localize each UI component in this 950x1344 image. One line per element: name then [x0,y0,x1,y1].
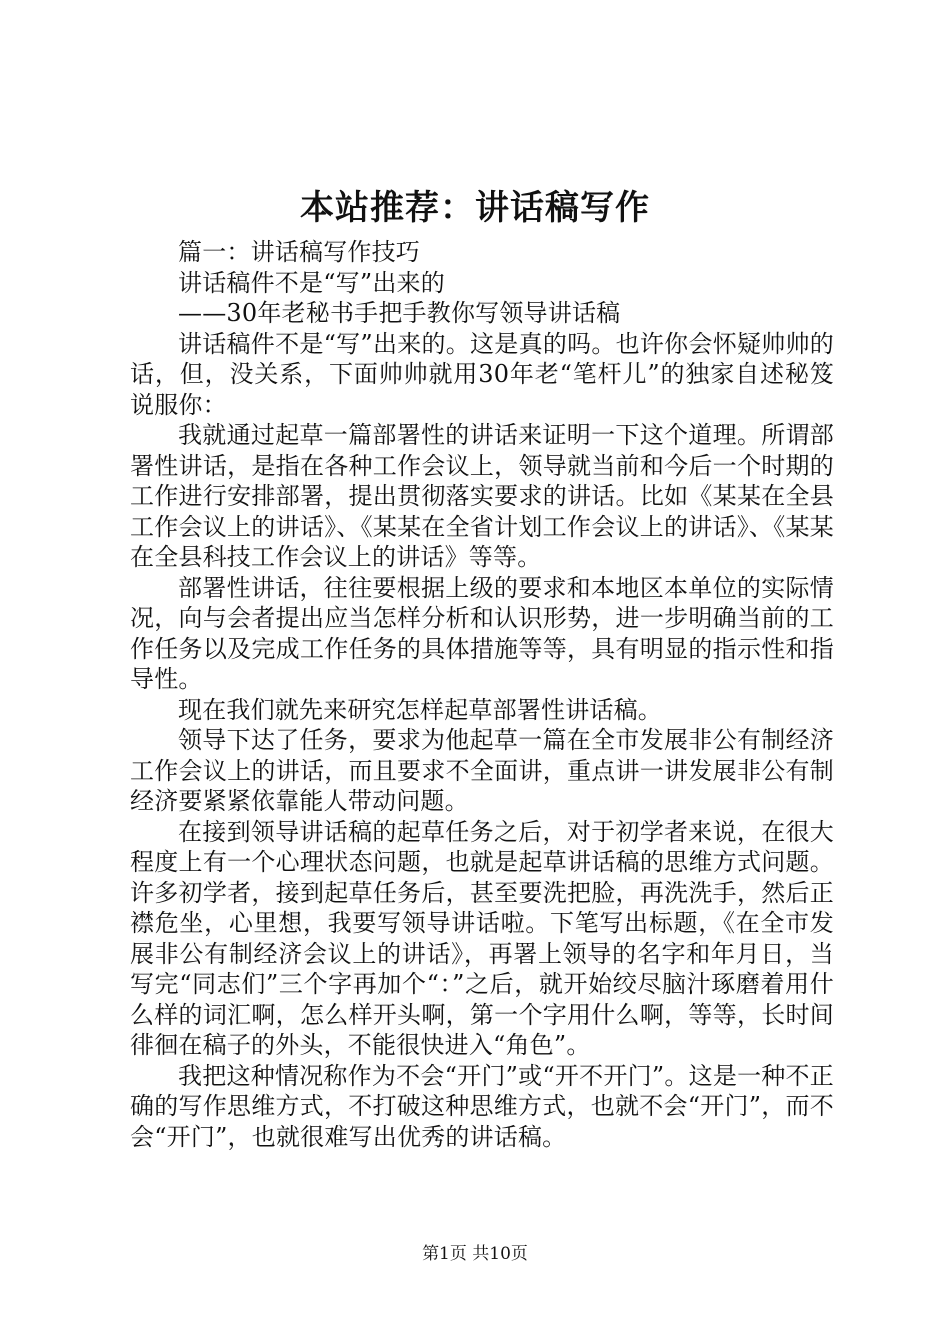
document-body [130,237,834,1152]
paragraph: 我把这种情况称作为不会“开门”或“开不开门”。这是一种不正确的写作思维方式，不打破这种思维方式，也就不会“开门”，而不会“开门”，也就很难写出优秀的讲话稿。 [130,1061,834,1151]
paragraph: 领导下达了任务，要求为他起草一篇在全市发展非公有制经济工作会议上的讲话，而且要求不全面讲，重点讲一讲发展非公有制经济要紧紧依靠能人带动问题。 [130,726,834,815]
paragraph: 讲话稿件不是“写”出来的 [178,268,445,297]
page-title: 本站推荐：讲话稿写作 [300,188,650,228]
paragraph: 篇一：讲话稿写作技巧 [178,238,420,266]
paragraph: 部署性讲话，往往要根据上级的要求和本地区本单位的实际情况，向与会者提出应当怎样分析和认识形势，进一步明确当前的工作任务以及完成工作任务的具体措施等等，具有明显的指示性和指导性。 [130,573,834,693]
paragraph: 现在我们就先来研究怎样起草部署性讲话稿。 [178,695,662,724]
paragraph: 讲话稿件不是“写”出来的。这是真的吗。也许你会怀疑帅帅的话，但，没关系，下面帅帅就用30年老“笔杆儿”的独家自述秘笈说服你： [130,329,834,419]
page-footer: 第1页 共10页 [422,1244,528,1264]
paragraph: 在接到领导讲话稿的起草任务之后，对于初学者来说，在很大程度上有一个心理状态问题，也就是起草讲话稿的思维方式问题。许多初学者，接到起草任务后，甚至要洗把脸，再洗洗手，然后正襟危坐，心里想，我要写领导讲话啦。下笔写出标题，《在全市发展非公有制经济会议上的讲话》，再署上领导的名字和年月日，当写完“同志们”三个字再加个“：”之后，就开始绞尽脑汁琢磨着用什么样的词汇啊，怎么样开头啊，第一个字用什么啊，等等，长时间徘徊在稿子的外头，不能很快进入“角色”。 [130,817,834,1059]
paragraph: 我就通过起草一篇部署性的讲话来证明一下这个道理。所谓部署性讲话，是指在各种工作会议上，领导就当前和今后一个时期的工作进行安排部署，提出贯彻落实要求的讲话。比如《某某在全县工作会议上的讲话》、《某某在全省计划工作会议上的讲话》、《某某在全县科技工作会议上的讲话》等等。 [130,421,834,571]
paragraph: ——30年老秘书手把手教你写领导讲话稿 [178,299,621,327]
